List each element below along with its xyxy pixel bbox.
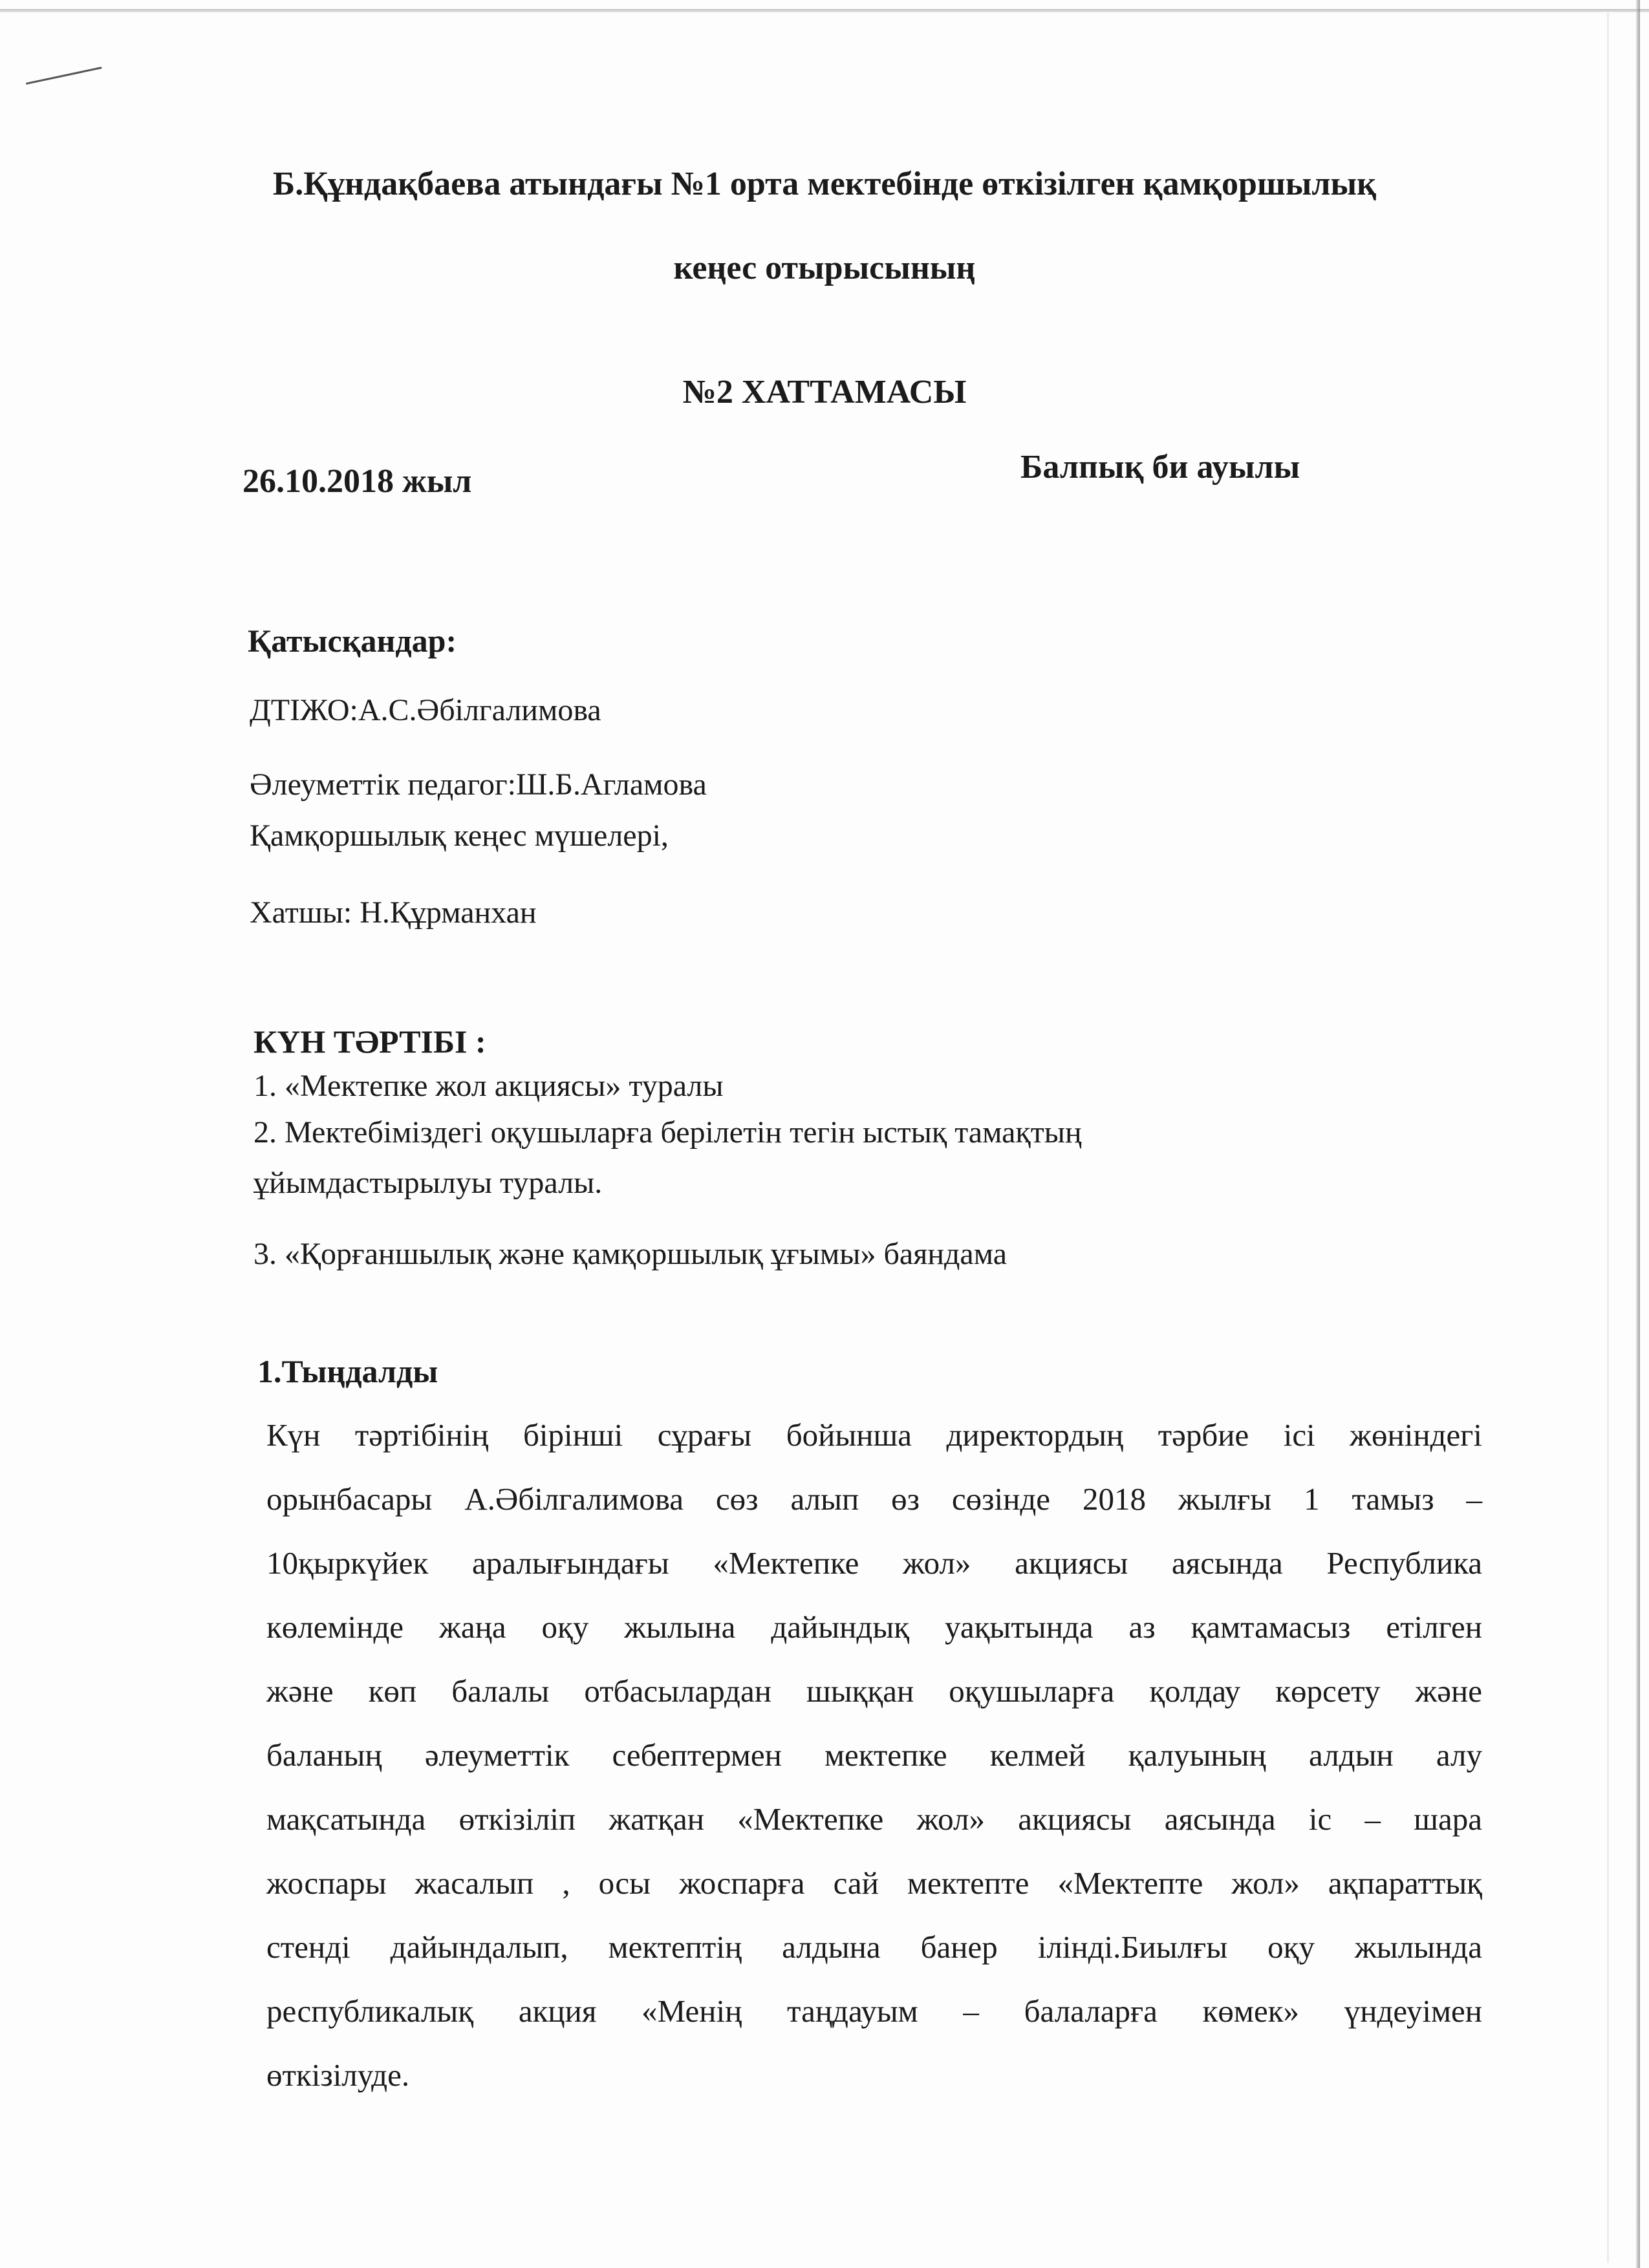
- paragraph-line: өткізілуде.: [266, 2057, 410, 2093]
- document-title-line2: кеңес отырысының: [673, 250, 976, 286]
- paragraph-line: жоспары жасалып , осы жоспарға сай мектепте «Мектепте жол» ақпараттық: [266, 1865, 1482, 1901]
- paragraph-line: көлемінде жаңа оқу жылына дайындық уақытында аз қамтамасыз етілген: [266, 1609, 1482, 1645]
- paragraph-line: республикалық акция «Менің таңдауым – балаларға көмек» үндеуімен: [266, 1993, 1482, 2029]
- participant-item: Хатшы: Н.Құрманхан: [250, 895, 537, 930]
- participant-item: ДТІЖО:А.С.Әбілгалимова: [250, 693, 601, 727]
- scan-edge-top: [0, 9, 1649, 12]
- section1-heading: 1.Тыңдалды: [257, 1353, 438, 1389]
- scan-pen-mark: [26, 67, 102, 85]
- paragraph-line: баланың әлеуметтік себептермен мектепке келмей қалуының алдын алу: [266, 1737, 1482, 1773]
- paragraph-line: стенді дайындалып, мектептің алдына банер ілінді.Биылғы оқу жылында: [266, 1929, 1482, 1965]
- section1-body: [266, 1403, 1482, 2107]
- scan-edge-right: [1636, 0, 1640, 2268]
- document-title-line1: Б.Құндақбаева атындағы №1 орта мектебінде өткізілген қамқоршылық: [272, 166, 1377, 202]
- participant-item: Әлеуметтік педагог:Ш.Б.Агламова: [250, 767, 707, 802]
- paragraph-line: мақсатында өткізіліп жатқан «Мектепке жол» акциясы аясында іс – шара: [266, 1801, 1482, 1837]
- scan-edge-right-inner: [1607, 13, 1609, 2263]
- participants-heading: Қатысқандар:: [248, 623, 457, 659]
- agenda-item: 3. «Қорғаншылық және қамқоршылық ұғымы» баяндама: [253, 1237, 1008, 1271]
- meeting-place: Балпық би ауылы: [1020, 449, 1300, 486]
- agenda-item: 1. «Мектепке жол акциясы» туралы: [253, 1069, 724, 1103]
- agenda-heading: КҮН ТӘРТІБІ :: [253, 1023, 486, 1060]
- paragraph-line: орынбасары А.Әбілгалимова сөз алып өз сөзінде 2018 жылғы 1 тамыз –: [266, 1481, 1482, 1517]
- paragraph-line: және көп балалы отбасылардан шыққан оқушыларға қолдау көрсету және: [266, 1673, 1482, 1709]
- paragraph-line: Күн тәртібінің бірінші сұрағы бойынша директордың тәрбие ісі жөніндегі: [266, 1417, 1482, 1453]
- participant-item: Қамқоршылық кеңес мүшелері,: [250, 818, 669, 853]
- paragraph-line: 10қыркүйек аралығындағы «Мектепке жол» акциясы аясында Республика: [266, 1545, 1482, 1581]
- agenda-item-continuation: ұйымдастырылуы туралы.: [253, 1166, 603, 1200]
- agenda-item: 2. Мектебіміздегі оқушыларға берілетін тегін ыстық тамақтың: [253, 1115, 1082, 1150]
- protocol-number: №2 ХАТТАМАСЫ: [682, 374, 967, 411]
- meeting-date: 26.10.2018 жыл: [242, 463, 472, 500]
